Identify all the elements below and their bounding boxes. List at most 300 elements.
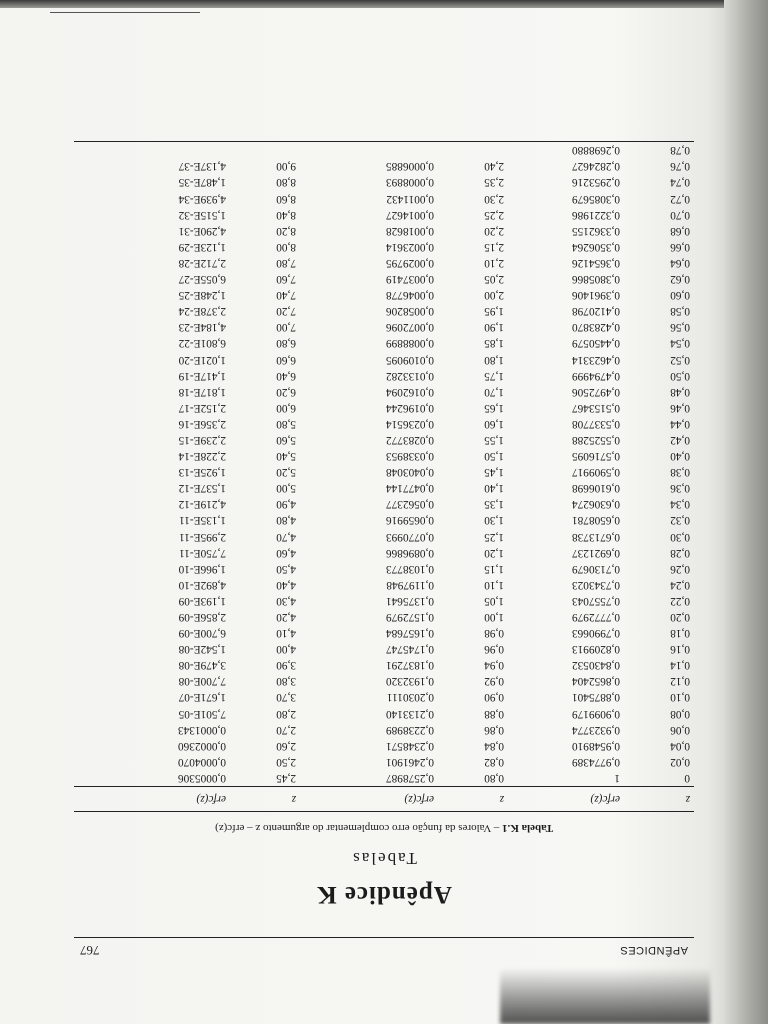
- scan-shadow-smudge: [500, 968, 710, 1024]
- running-header-section: APÊNDICES: [619, 944, 688, 956]
- erfc-value-cell: 2,995E-11: [179, 530, 226, 543]
- table-row: [74, 689, 694, 705]
- erfc-value-cell: 1,537E-12: [178, 482, 226, 495]
- z-value-cell: 2,70: [276, 723, 296, 736]
- table-row: [74, 496, 694, 512]
- z-value-cell: 0,08: [670, 707, 690, 720]
- scan-right-edge: [724, 0, 768, 1024]
- z-value-cell: 2,00: [484, 289, 504, 302]
- column-header: z: [624, 787, 694, 812]
- erfc-value-cell: 0,0004070: [177, 755, 226, 768]
- erfc-value-cell: 0,8652404: [571, 675, 620, 688]
- table-row: [74, 174, 694, 190]
- erfc-value-cell: 0,4120798: [571, 305, 620, 318]
- table-row: [74, 577, 694, 593]
- erfc-value-cell: 0,6713738: [571, 530, 620, 543]
- z-value-cell: 0,62: [670, 273, 690, 286]
- z-value-cell: 4,30: [276, 594, 296, 607]
- z-value-cell: 1,35: [484, 498, 504, 511]
- erfc-value-cell: 0,6106698: [571, 482, 620, 495]
- erfc-value-cell: 0,4283870: [571, 321, 620, 334]
- z-value-cell: 5,60: [276, 433, 296, 446]
- z-value-cell: 0,50: [670, 369, 690, 382]
- z-value-cell: 0,30: [670, 530, 690, 543]
- z-value-cell: 1,20: [484, 546, 504, 559]
- erfc-value-cell: 2,228E-14: [178, 450, 226, 463]
- column-header: erfc(z): [508, 787, 624, 812]
- table-row: [74, 303, 694, 319]
- erfc-value-cell: 6,055E-27: [178, 273, 226, 286]
- z-value-cell: 4,60: [276, 546, 296, 559]
- erfc-value-cell: 0,2824627: [571, 160, 620, 173]
- erfc-value-cell: 1,123E-29: [178, 240, 226, 253]
- z-value-cell: 0,56: [670, 321, 690, 334]
- running-header: [74, 937, 694, 960]
- erfc-value-cell: 0,5525288: [571, 433, 620, 446]
- table-row: [74, 319, 694, 335]
- erfc-value-cell: 0,2030111: [386, 691, 434, 704]
- erfc-value-cell: 0,0236514: [385, 417, 434, 430]
- erfc-value-cell: 0,0562377: [385, 498, 434, 511]
- z-value-cell: 0,48: [670, 385, 690, 398]
- erfc-table-container: [74, 141, 694, 812]
- erfc-value-cell: 2,152E-17: [178, 401, 226, 414]
- erfc-value-cell: 0,7557043: [571, 594, 620, 607]
- erfc-value-cell: 0,2578987: [385, 771, 434, 784]
- z-value-cell: 2,45: [276, 771, 296, 784]
- erfc-value-cell: 0,0029795: [385, 256, 434, 269]
- erfc-value-cell: 0,3506264: [571, 240, 620, 253]
- table-header-row: [74, 787, 694, 812]
- z-value-cell: 5,20: [276, 466, 296, 479]
- erfc-value-cell: 0,5337708: [571, 417, 620, 430]
- z-value-cell: 1,40: [484, 482, 504, 495]
- z-value-cell: 1,15: [484, 562, 504, 575]
- z-value-cell: 2,30: [484, 192, 504, 205]
- erfc-value-cell: 2,356E-16: [178, 417, 226, 430]
- z-value-cell: 3,70: [276, 691, 296, 704]
- erfc-value-cell: 0,3961406: [571, 289, 620, 302]
- erfc-value-cell: 0,3805866: [571, 273, 620, 286]
- table-caption: [74, 822, 694, 834]
- erfc-value-cell: 2,378E-24: [178, 305, 226, 318]
- erfc-value-cell: 0,2133140: [385, 707, 434, 720]
- z-value-cell: 0,66: [670, 240, 690, 253]
- z-value-cell: 7,60: [276, 273, 296, 286]
- erfc-value-cell: 0,0162094: [385, 385, 434, 398]
- erfc-value-cell: 1,193E-09: [178, 594, 226, 607]
- z-value-cell: 0,90: [484, 691, 504, 704]
- z-value-cell: 0,64: [670, 256, 690, 269]
- z-value-cell: 6,80: [276, 337, 296, 350]
- z-value-cell: 0,58: [670, 305, 690, 318]
- erfc-table: [74, 141, 694, 812]
- erfc-value-cell: 0,4972506: [571, 385, 620, 398]
- appendix-subtitle: Tabelas: [351, 849, 417, 868]
- erfc-value-cell: 1,966E-10: [178, 562, 226, 575]
- z-value-cell: 5,00: [276, 482, 296, 495]
- z-value-cell: 0,46: [670, 401, 690, 414]
- z-value-cell: 0,36: [670, 482, 690, 495]
- erfc-value-cell: 0,0058206: [385, 305, 434, 318]
- z-value-cell: 5,80: [276, 417, 296, 430]
- erfc-value-cell: 1,671E-07: [178, 691, 226, 704]
- z-value-cell: 0,74: [670, 176, 690, 189]
- erfc-value-cell: 0,1572979: [385, 611, 434, 624]
- z-value-cell: 0,06: [670, 723, 690, 736]
- erfc-value-cell: 0,3654126: [571, 256, 620, 269]
- erfc-value-cell: 0,1038773: [385, 562, 434, 575]
- erfc-value-cell: 0,0008893: [385, 176, 434, 189]
- column-header: z: [230, 787, 300, 812]
- erfc-value-cell: 0,5153467: [571, 401, 620, 414]
- erfc-value-cell: 0,0006885: [385, 160, 434, 173]
- z-value-cell: 8,80: [276, 176, 296, 189]
- table-row: [74, 770, 694, 787]
- z-value-cell: 0,12: [670, 675, 690, 688]
- erfc-value-cell: 0,9774389: [571, 755, 620, 768]
- erfc-value-cell: 0,8875401: [571, 691, 620, 704]
- erfc-value-cell: 0,0037419: [385, 273, 434, 286]
- erfc-value-cell: 0,3085679: [571, 192, 620, 205]
- z-value-cell: 0,40: [670, 450, 690, 463]
- erfc-value-cell: 1,417E-19: [178, 369, 226, 382]
- table-row: [74, 207, 694, 223]
- erfc-value-cell: 7,501E-05: [178, 707, 226, 720]
- z-value-cell: 0,18: [670, 627, 690, 640]
- erfc-value-cell: 7,700E-08: [178, 675, 226, 688]
- z-value-cell: 1,80: [484, 353, 504, 366]
- z-value-cell: 5,40: [276, 450, 296, 463]
- z-value-cell: 6,60: [276, 353, 296, 366]
- erfc-value-cell: 0,5909917: [571, 466, 620, 479]
- erfc-value-cell: 6,801E-22: [178, 337, 226, 350]
- erfc-value-cell: 0,2461901: [385, 755, 434, 768]
- z-value-cell: 0,72: [670, 192, 690, 205]
- erfc-value-cell: 0,9323774: [571, 723, 620, 736]
- z-value-cell: 1,95: [484, 305, 504, 318]
- erfc-value-cell: 0,1197948: [386, 578, 434, 591]
- erfc-value-cell: 4,219E-12: [178, 498, 226, 511]
- z-value-cell: 0,96: [484, 643, 504, 656]
- z-value-cell: 0,68: [670, 224, 690, 237]
- erfc-value-cell: 1,021E-20: [178, 353, 226, 366]
- z-value-cell: 0,92: [484, 675, 504, 688]
- table-row: [74, 754, 694, 770]
- top-margin-line: [50, 12, 200, 13]
- erfc-value-cell: 4,184E-23: [178, 321, 226, 334]
- z-value-cell: 2,60: [276, 739, 296, 752]
- table-row: [74, 416, 694, 432]
- erfc-value-cell: 0,0338953: [385, 450, 434, 463]
- column-header: erfc(z): [74, 787, 230, 812]
- table-row: [74, 625, 694, 641]
- z-value-cell: 8,00: [276, 240, 296, 253]
- erfc-value-cell: 0,1745747: [385, 643, 434, 656]
- z-value-cell: 0,88: [484, 707, 504, 720]
- z-value-cell: 2,25: [484, 208, 504, 221]
- erfc-value-cell: 0,7343023: [571, 578, 620, 591]
- z-value-cell: 3,90: [276, 659, 296, 672]
- z-value-cell: 9,00: [276, 160, 296, 173]
- erfc-value-cell: 0,0196244: [385, 401, 434, 414]
- z-value-cell: 6,20: [276, 385, 296, 398]
- table-caption-text: – Valores da função erro complementar do argumento z – erfc(z): [215, 822, 500, 834]
- z-value-cell: 0,80: [484, 771, 504, 784]
- z-value-cell: 4,20: [276, 611, 296, 624]
- z-value-cell: 2,20: [484, 224, 504, 237]
- z-value-cell: 7,20: [276, 305, 296, 318]
- erfc-value-cell: [74, 142, 230, 159]
- table-row: [74, 223, 694, 239]
- erfc-value-cell: 0,1837291: [385, 659, 434, 672]
- table-row: [74, 529, 694, 545]
- z-value-cell: 4,90: [276, 498, 296, 511]
- z-value-cell: 0,94: [484, 659, 504, 672]
- z-value-cell: 1,30: [484, 514, 504, 527]
- z-value-cell: 1,90: [484, 321, 504, 334]
- table-row: [74, 722, 694, 738]
- column-header: erfc(z): [300, 787, 438, 812]
- table-row: [74, 706, 694, 722]
- erfc-value-cell: 0,0896866: [385, 546, 434, 559]
- erfc-value-cell: 3,479E-08: [178, 659, 226, 672]
- erfc-value-cell: 4,290E-31: [178, 224, 226, 237]
- erfc-value-cell: 0,3362155: [571, 224, 620, 237]
- z-value-cell: 1,45: [484, 466, 504, 479]
- erfc-value-cell: 0,0283772: [385, 433, 434, 446]
- table-body: [74, 142, 694, 787]
- table-row: [74, 400, 694, 416]
- erfc-value-cell: 0,5716095: [571, 450, 620, 463]
- erfc-value-cell: 0,8430532: [571, 659, 620, 672]
- table-row: [74, 384, 694, 400]
- erfc-value-cell: 4,137E-37: [178, 160, 226, 173]
- erfc-value-cell: 0,4794999: [571, 369, 620, 382]
- erfc-value-cell: 0,0018628: [385, 224, 434, 237]
- erfc-value-cell: 1,135E-11: [179, 514, 226, 527]
- table-row: [74, 657, 694, 673]
- erfc-value-cell: 0,2953216: [571, 176, 620, 189]
- scan-top-edge: [0, 0, 768, 8]
- erfc-value-cell: 0,0133282: [385, 369, 434, 382]
- table-row: [74, 609, 694, 625]
- z-value-cell: 1,10: [484, 578, 504, 591]
- table-row: [74, 142, 694, 159]
- erfc-value-cell: 0,0005306: [177, 771, 226, 784]
- erfc-value-cell: 0,0770993: [385, 530, 434, 543]
- z-value-cell: 0,84: [484, 739, 504, 752]
- erfc-value-cell: [300, 142, 438, 159]
- z-value-cell: 1,70: [484, 385, 504, 398]
- erfc-value-cell: 2,712E-28: [178, 256, 226, 269]
- z-value-cell: 2,40: [484, 160, 504, 173]
- erfc-value-cell: 0,6306274: [571, 498, 620, 511]
- erfc-value-cell: 0,0023614: [385, 240, 434, 253]
- z-value-cell: 0,38: [670, 466, 690, 479]
- table-row: [74, 287, 694, 303]
- erfc-value-cell: 1: [614, 771, 620, 784]
- table-row: [74, 593, 694, 609]
- z-value-cell: 1,25: [484, 530, 504, 543]
- erfc-value-cell: 0,9548910: [571, 739, 620, 752]
- z-value-cell: 1,55: [484, 433, 504, 446]
- table-row: [74, 158, 694, 174]
- z-value-cell: 0,16: [670, 643, 690, 656]
- z-value-cell: 8,60: [276, 192, 296, 205]
- z-value-cell: 0,54: [670, 337, 690, 350]
- z-value-cell: 0,86: [484, 723, 504, 736]
- z-value-cell: [230, 142, 300, 159]
- erfc-value-cell: 1,487E-35: [178, 176, 226, 189]
- erfc-value-cell: 0,8209913: [571, 643, 620, 656]
- z-value-cell: 0,52: [670, 353, 690, 366]
- rotated-book-page: [74, 100, 694, 960]
- erfc-value-cell: 0,3221986: [571, 208, 620, 221]
- erfc-value-cell: 0,2698880: [508, 142, 624, 159]
- erfc-value-cell: 0,9099179: [571, 707, 620, 720]
- z-value-cell: 0,44: [670, 417, 690, 430]
- z-value-cell: 0,76: [670, 160, 690, 173]
- erfc-value-cell: 0,0011432: [386, 192, 434, 205]
- table-row: [74, 368, 694, 384]
- erfc-value-cell: 1,925E-13: [178, 466, 226, 479]
- table-row: [74, 432, 694, 448]
- erfc-value-cell: 0,4623314: [571, 353, 620, 366]
- erfc-value-cell: 0,0072096: [385, 321, 434, 334]
- erfc-value-cell: 0,7990663: [571, 627, 620, 640]
- table-row: [74, 335, 694, 351]
- z-value-cell: 6,40: [276, 369, 296, 382]
- erfc-value-cell: 0,4450579: [571, 337, 620, 350]
- z-value-cell: 3,80: [276, 675, 296, 688]
- z-value-cell: 0,26: [670, 562, 690, 575]
- table-row: [74, 239, 694, 255]
- erfc-value-cell: 0,1657684: [385, 627, 434, 640]
- erfc-value-cell: 0,0659916: [385, 514, 434, 527]
- z-value-cell: 4,80: [276, 514, 296, 527]
- table-row: [74, 255, 694, 271]
- z-value-cell: 0,34: [670, 498, 690, 511]
- erfc-value-cell: 0,6921237: [571, 546, 620, 559]
- z-value-cell: 2,35: [484, 176, 504, 189]
- z-value-cell: 1,60: [484, 417, 504, 430]
- table-row: [74, 191, 694, 207]
- z-value-cell: 4,70: [276, 530, 296, 543]
- z-value-cell: 2,15: [484, 240, 504, 253]
- page-number: 767: [80, 943, 100, 958]
- z-value-cell: 2,80: [276, 707, 296, 720]
- erfc-value-cell: 0,0109095: [385, 353, 434, 366]
- erfc-value-cell: 0,1375641: [385, 594, 434, 607]
- table-row: [74, 271, 694, 287]
- erfc-value-cell: 0,0088899: [385, 337, 434, 350]
- z-value-cell: 4,10: [276, 627, 296, 640]
- z-value-cell: 0,22: [670, 594, 690, 607]
- z-value-cell: 0,60: [670, 289, 690, 302]
- z-value-cell: 8,20: [276, 224, 296, 237]
- z-value-cell: 2,05: [484, 273, 504, 286]
- erfc-value-cell: 2,856E-09: [178, 611, 226, 624]
- z-value-cell: 0,78: [624, 142, 694, 159]
- table-row: [74, 561, 694, 577]
- erfc-value-cell: 1,515E-32: [178, 208, 226, 221]
- erfc-value-cell: 0,2238989: [385, 723, 434, 736]
- erfc-value-cell: 1,542E-08: [178, 643, 226, 656]
- z-value-cell: 0,14: [670, 659, 690, 672]
- z-value-cell: 7,40: [276, 289, 296, 302]
- z-value-cell: 0,82: [484, 755, 504, 768]
- erfc-value-cell: 4,939E-34: [178, 192, 226, 205]
- erfc-value-cell: 0,0001343: [177, 723, 226, 736]
- z-value-cell: 0,70: [670, 208, 690, 221]
- table-row: [74, 641, 694, 657]
- erfc-value-cell: 0,6508781: [571, 514, 620, 527]
- z-value-cell: 0,42: [670, 433, 690, 446]
- z-value-cell: 7,80: [276, 256, 296, 269]
- z-value-cell: 0,24: [670, 578, 690, 591]
- erfc-value-cell: 0,0046778: [385, 289, 434, 302]
- appendix-title: Apêndice K: [316, 881, 452, 908]
- z-value-cell: 8,40: [276, 208, 296, 221]
- z-value-cell: 0,28: [670, 546, 690, 559]
- z-value-cell: [438, 142, 508, 159]
- z-value-cell: 0,32: [670, 514, 690, 527]
- z-value-cell: 4,40: [276, 578, 296, 591]
- z-value-cell: 2,50: [276, 755, 296, 768]
- column-header: z: [438, 787, 508, 812]
- erfc-value-cell: 0,7772979: [571, 611, 620, 624]
- table-row: [74, 351, 694, 367]
- z-value-cell: 0,98: [484, 627, 504, 640]
- erfc-value-cell: 6,700E-09: [178, 627, 226, 640]
- table-row: [74, 448, 694, 464]
- z-value-cell: 7,00: [276, 321, 296, 334]
- erfc-value-cell: 4,892E-10: [178, 578, 226, 591]
- erfc-value-cell: 0,0477144: [385, 482, 434, 495]
- erfc-value-cell: 1,817E-18: [178, 385, 226, 398]
- z-value-cell: 0,10: [670, 691, 690, 704]
- erfc-value-cell: 7,750E-11: [179, 546, 226, 559]
- erfc-value-cell: 2,239E-15: [178, 433, 226, 446]
- z-value-cell: 0,02: [670, 755, 690, 768]
- z-value-cell: 2,10: [484, 256, 504, 269]
- erfc-value-cell: 1,248E-25: [178, 289, 226, 302]
- z-value-cell: 1,50: [484, 450, 504, 463]
- z-value-cell: 1,05: [484, 594, 504, 607]
- table-row: [74, 738, 694, 754]
- z-value-cell: 0,04: [670, 739, 690, 752]
- table-row: [74, 512, 694, 528]
- erfc-value-cell: 0,2348571: [385, 739, 434, 752]
- z-value-cell: 4,50: [276, 562, 296, 575]
- table-caption-label: Tabela K.1: [502, 822, 553, 834]
- z-value-cell: 6,00: [276, 401, 296, 414]
- table-row: [74, 464, 694, 480]
- z-value-cell: 0: [684, 771, 690, 784]
- table-row: [74, 480, 694, 496]
- erfc-value-cell: 0,0002360: [177, 739, 226, 752]
- z-value-cell: 1,00: [484, 611, 504, 624]
- erfc-value-cell: 0,0014627: [385, 208, 434, 221]
- erfc-value-cell: 0,0403048: [385, 466, 434, 479]
- z-value-cell: 1,65: [484, 401, 504, 414]
- z-value-cell: 1,85: [484, 337, 504, 350]
- table-row: [74, 673, 694, 689]
- erfc-value-cell: 0,7130679: [571, 562, 620, 575]
- erfc-value-cell: 0,1932320: [385, 675, 434, 688]
- z-value-cell: 0,20: [670, 611, 690, 624]
